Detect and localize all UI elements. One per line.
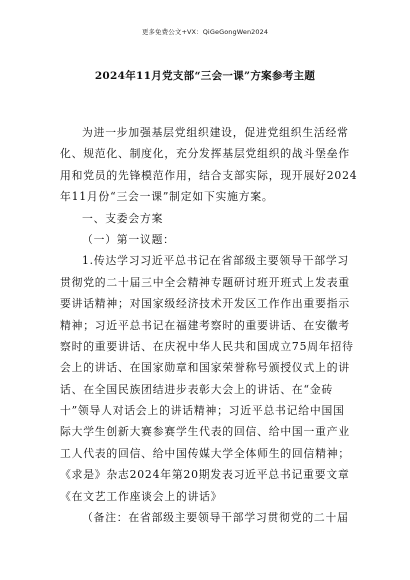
subsection-heading: （一）第一议题：	[82, 232, 175, 246]
body-line: 察时的重要讲话、在庆祝中华人民共和国成立75周年招待	[60, 339, 354, 353]
body-line: 1.传达学习习近平总书记在省部级主要领导干部学习	[82, 254, 350, 268]
document-body	[60, 122, 358, 528]
body-line: 贯彻党的二十届三中全会精神专题研讨班开班式上发表重	[60, 275, 350, 289]
body-line: 《在文艺工作座谈会上的讲话》	[60, 489, 223, 503]
body-line: 工人代表的回信、给中国传媒大学全体师生的回信精神；	[60, 446, 350, 460]
body-line: 为进一步加强基层党组织建设，促进党组织生活经常	[82, 126, 349, 139]
body-line: 会上的讲话、在国家勋章和国家荣誉称号颁授仪式上的讲	[60, 361, 350, 375]
body-line: 际大学生创新大赛参赛学生代表的回信、给中国一重产业	[60, 425, 350, 439]
section-heading: 一、支委会方案	[82, 211, 164, 225]
header-note: 更多免费公文+VX：QiGeGongWen2024	[141, 28, 269, 36]
body-line: 年11月份“三会一课”制定如下实施方案。	[60, 190, 274, 204]
body-line: 要讲话精神；对国家级经济技术开发区工作作出重要指示	[60, 297, 350, 311]
body-line: （备注：在省部级主要领导干部学习贯彻党的二十届	[82, 511, 349, 525]
body-line: 用和党员的先锋模范作用，结合支部实际，现开展好2024	[60, 168, 358, 182]
body-line: 化、规范化、制度化，充分发挥基层党组织的战斗堡垒作	[60, 147, 350, 161]
body-line: 十”领导人对话会上的讲话精神；习近平总书记给中国国	[60, 404, 345, 418]
body-line: 精神；习近平总书记在福建考察时的重要讲话、在安徽考	[60, 318, 350, 332]
document-title: 2024年11月党支部“三会一课”方案参考主题	[94, 70, 316, 82]
body-line: 话、在全国民族团结进步表彰大会上的讲话、在“金砖	[60, 382, 334, 396]
body-line: 《求是》杂志2024年第20期发表习近平总书记重要文章	[60, 468, 350, 482]
